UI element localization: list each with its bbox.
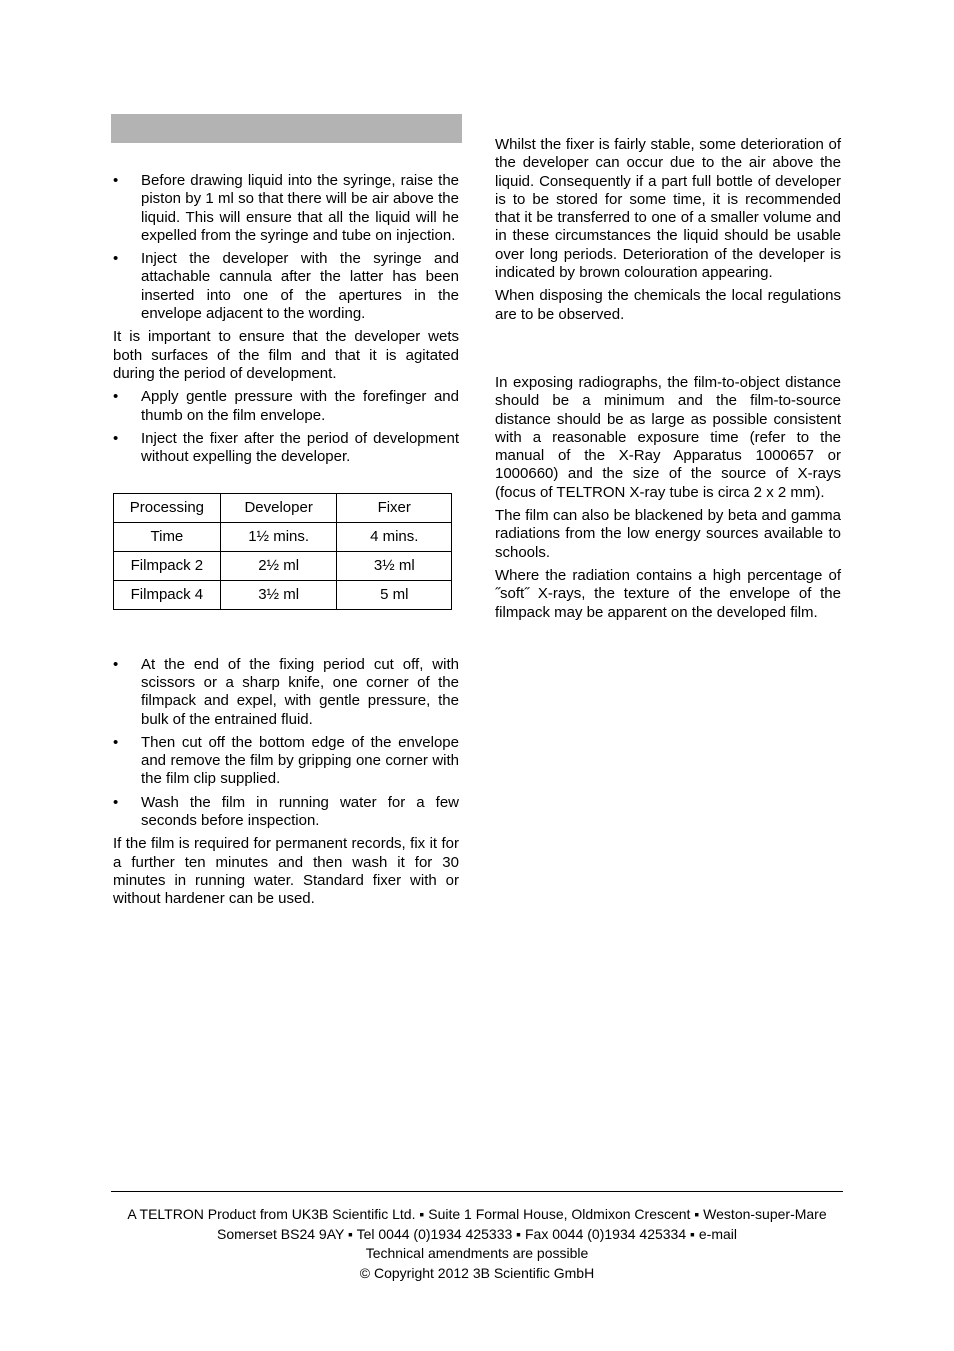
table-cell: 5 ml <box>337 580 452 609</box>
table-cell: 3½ ml <box>220 580 337 609</box>
table-cell: Filmpack 4 <box>114 580 221 609</box>
table-header-cell: Fixer <box>337 494 452 523</box>
paragraph: Where the radiation contains a high percentage of ˝soft˝ X-rays, the texture of the envelope of the filmpack may be apparent on the developed film. <box>495 566 841 621</box>
table-row <box>114 523 452 552</box>
paragraph: The film can also be blackened by beta and gamma radiations from the low energy sources available to schools. <box>495 507 841 561</box>
paragraph: Whilst the fixer is fairly stable, some deterioration of the developer can occur due to the air above the liquid. Consequently if a part full bottle of developer is to be stored for some time, it is recommended that it be transferred to one of a smaller volume and in these circumstances the liquid should be usable over long periods. Deterioration of the developer is indicated by brown colouration appearing. <box>495 136 841 282</box>
paragraph: If the film is required for permanent records, fix it for a further ten minutes and then wash it for 30 minutes in running water. Standard fixer with or without hardener can be used. <box>113 835 459 908</box>
right-column <box>495 136 841 627</box>
list-item: • Then cut off the bottom edge of the envelope and remove the film by gripping one corner with the film clip supplied. <box>113 734 459 789</box>
list-item: • Wash the film in running water for a few seconds before inspection. <box>113 794 459 831</box>
table-cell: 4 mins. <box>337 523 452 552</box>
table-cell: Filmpack 2 <box>114 552 221 581</box>
paragraph: It is important to ensure that the developer wets both surfaces of the film and that it is agitated during the period of development. <box>113 328 459 382</box>
processing-table <box>113 493 452 609</box>
injection-steps-list <box>113 172 459 323</box>
table-header-cell: Processing <box>114 494 221 523</box>
paragraph: In exposing radiographs, the film-to-object distance should be a minimum and the film-to-source distance should be as large as possible consistent with a reasonable exposure time (refer to the manual of the X-Ray Apparatus 1000657 or 1000660) and the size of the source of X-rays (focus of TELTRON X-ray tube is circa 2 x 2 mm). <box>495 373 841 501</box>
footer-copyright: © Copyright 2012 3B Scientific GmbH <box>359 1264 595 1281</box>
list-item: • Apply gentle pressure with the forefinger and thumb on the film envelope. <box>113 388 459 425</box>
table-row <box>114 580 452 609</box>
footer <box>111 1205 843 1283</box>
list-item: • Inject the fixer after the period of development without expelling the developer. <box>113 430 459 467</box>
table-header-row <box>114 494 452 523</box>
agitation-steps-list <box>113 388 459 466</box>
paragraph: When disposing the chemicals the local regulations are to be observed. <box>495 287 841 323</box>
table-row <box>114 552 452 581</box>
list-item: • Inject the developer with the syringe and attachable cannula after the latter has been inserted into one of the apertures in the envelope adjacent to the wording. <box>113 250 459 323</box>
footer-amendments-note: Technical amendments are possible <box>365 1245 589 1261</box>
left-column <box>113 172 459 914</box>
table-cell: 3½ ml <box>337 552 452 581</box>
table-cell: Time <box>114 523 221 552</box>
footer-address-line: A TELTRON Product from UK3B Scientific Ltd. ▪ Suite 1 Formal House, Oldmixon Crescent ▪ Weston-super-Mare <box>127 1206 827 1222</box>
section-header-bar <box>111 114 462 143</box>
list-item: • At the end of the fixing period cut off, with scissors or a sharp knife, one corner of the filmpack and expel, with gentle pressure, the bulk of the entrained fluid. <box>113 656 459 729</box>
finishing-steps-list <box>113 656 459 831</box>
footer-contact-line: Somerset BS24 9AY ▪ Tel 0044 (0)1934 425333 ▪ Fax 0044 (0)1934 425334 ▪ e-mail <box>216 1225 737 1242</box>
list-item: • Before drawing liquid into the syringe, raise the piston by 1 ml so that there will be air above the liquid. This will ensure that all the liquid will he expelled from the syringe and tube on injection. <box>113 172 459 245</box>
table-cell: 1½ mins. <box>220 523 337 552</box>
footer-divider <box>111 1191 843 1192</box>
table-cell: 2½ ml <box>220 552 337 581</box>
table-header-cell: Developer <box>220 494 337 523</box>
